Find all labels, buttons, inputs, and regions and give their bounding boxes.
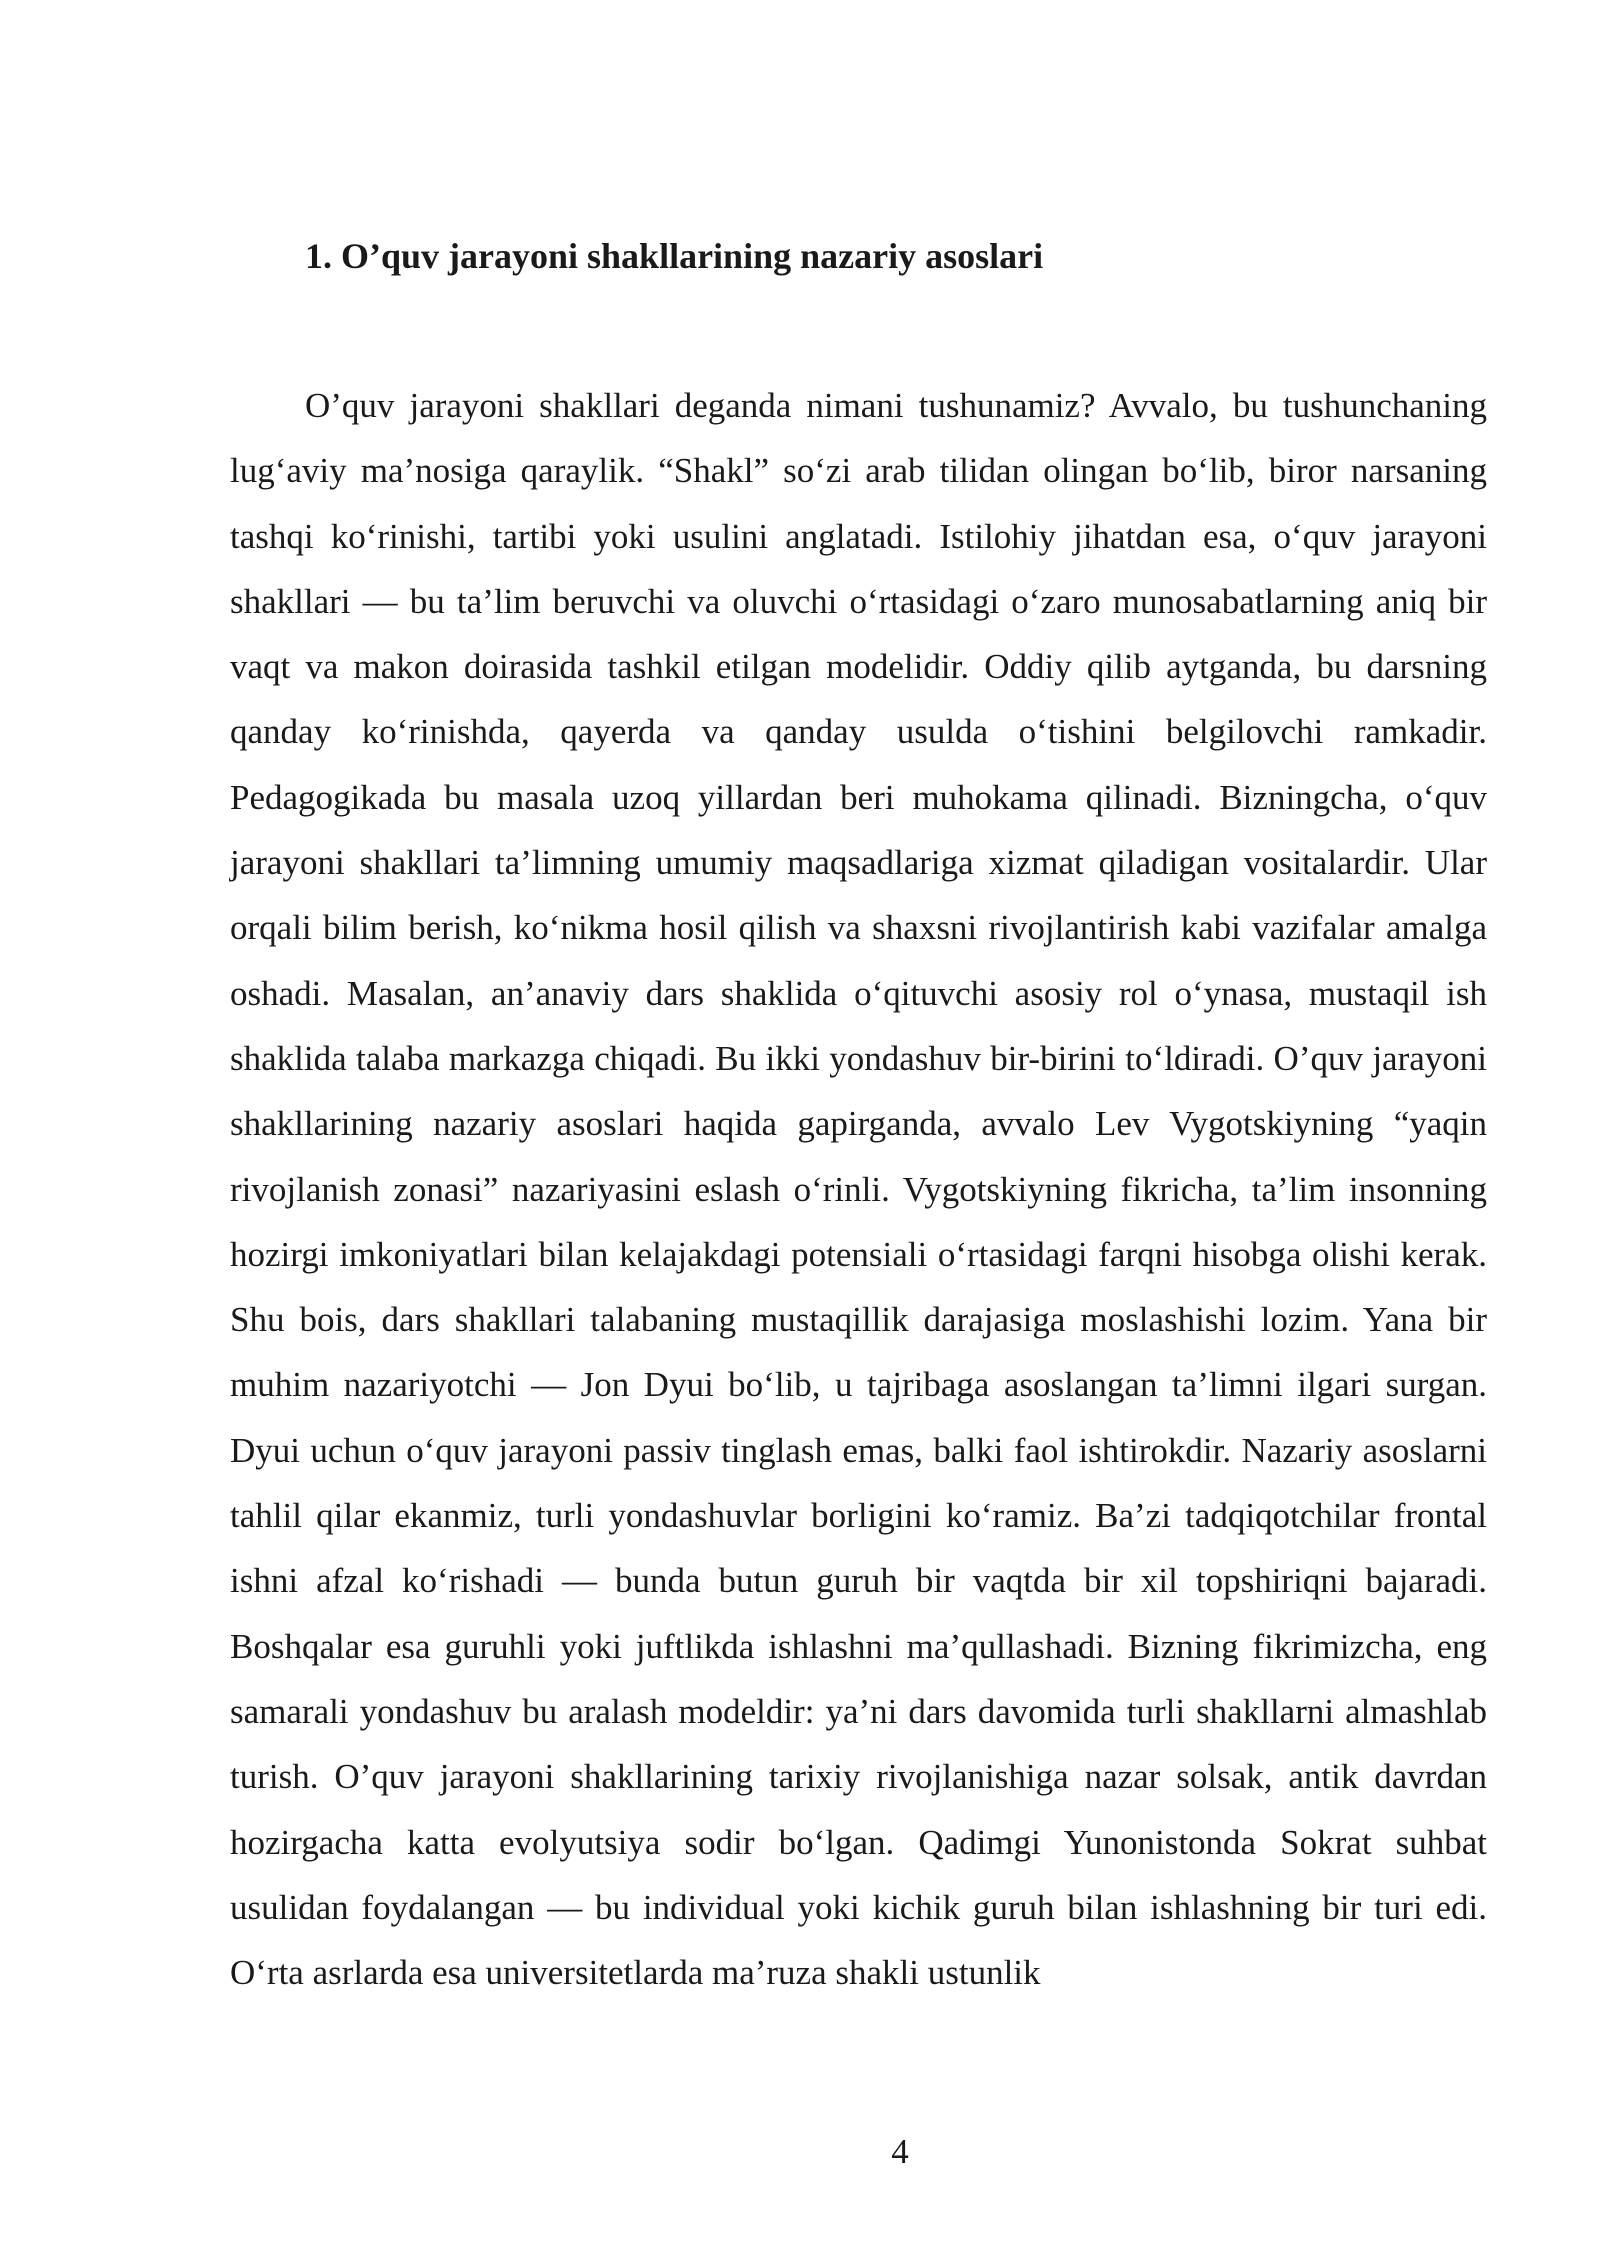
page-number: 4	[891, 2132, 909, 2171]
section-heading: 1. O’quv jarayoni shakllarining nazariy asoslari	[305, 236, 1044, 276]
body-paragraph: O’quv jarayoni shakllari deganda nimani tushunamiz? Avvalo, bu tushunchaning lug‘aviy ma’nosiga qaraylik. “Shakl” so‘zi arab tilidan olingan bo‘lib, biror narsaning tashqi ko‘rinishi, tartibi yoki usulini anglatadi. Istilohiy jihatdan esa, o‘quv jarayoni shakllari — bu ta’lim beruvchi va oluvchi o‘rtasidagi o‘zaro munosabatlarning aniq bir vaqt va makon doirasida tashkil etilgan modelidir. Oddiy qilib aytganda, bu darsning qanday ko‘rinishda, qayerda va qanday usulda o‘tishini belgilovchi ramkadir. Pedagogikada bu masala uzoq yillardan beri muhokama qilinadi. Bizningcha, o‘quv jarayoni shakllari ta’limning umumiy maqsadlariga xizmat qiladigan vositalardir. Ular orqali bilim berish, ko‘nikma hosil qilish va shaxsni rivojlantirish kabi vazifalar amalga oshadi. Masalan, an’anaviy dars shaklida o‘qituvchi asosiy rol o‘ynasa, mustaqil ish shaklida talaba markazga chiqadi. Bu ikki yondashuv bir-birini to‘ldiradi. O’quv jarayoni shakllarining nazariy asoslari haqida gapirganda, avvalo Lev Vygotskiyning “yaqin rivojlanish zonasi” nazariyasini eslash o‘rinli. Vygotskiyning fikricha, ta’lim insonning hozirgi imkoniyatlari bilan kelajakdagi potensiali o‘rtasidagi farqni hisobga olishi kerak. Shu bois, dars shakllari talabaning mustaqillik darajasiga moslashishi lozim. Yana bir muhim nazariyotchi — Jon Dyui bo‘lib, u tajribaga asoslangan ta’limni ilgari surgan. Dyui uchun o‘quv jarayoni passiv tinglash emas, balki faol ishtirokdir. Nazariy asoslarni tahlil qilar ekanmiz, turli yondashuvlar borligini ko‘ramiz. Ba’zi tadqiqotchilar frontal ishni afzal ko‘rishadi — bunda butun guruh bir vaqtda bir xil topshiriqni bajaradi. Boshqalar esa guruhli yoki juftlikda ishlashni ma’qullashadi. Bizning fikrimizcha, eng samarali yondashuv bu aralash modeldir: ya’ni dars davomida turli shakllarni almashlab turish. O’quv jarayoni shakllarining tarixiy rivojlanishiga nazar solsak, antik davrdan hozirgacha katta evolyutsiya sodir bo‘lgan. Qadimgi Yunonistonda Sokrat suhbat usulidan foydalangan — bu individual yoki kichik guruh bilan ishlashning bir turi edi. O‘rta asrlarda esa universitetlarda ma’ruza shakli ustunlik	[230, 386, 1487, 1993]
